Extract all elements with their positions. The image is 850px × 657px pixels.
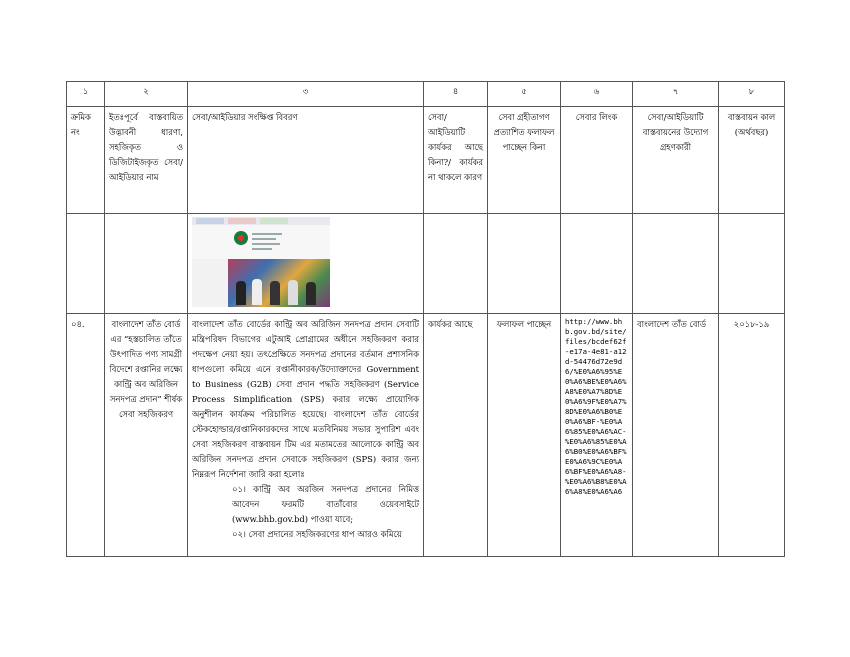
column-number: ৩ [188, 82, 424, 107]
header-result: সেবা গ্রহীতাগণ প্রত্যাশিত ফলাফল পাচ্ছেন কিনা [488, 107, 561, 214]
row-result: ফলাফল পাচ্ছেন [488, 314, 561, 557]
column-number: ২ [105, 82, 188, 107]
header-period-sub: (অর্থবছর) [734, 127, 769, 137]
column-number: ১ [67, 82, 105, 107]
row-description [188, 314, 424, 557]
row-implementer: বাংলাদেশ তাঁত বোর্ড [633, 314, 719, 557]
row-status: কার্যকর আছে [424, 314, 488, 557]
description-point-1: ০১। কান্ট্রি অব অরজিন সনদপত্র প্রদানের নিমিত্ত আবেদন ফরমটি বাতাঁবোর ওয়েবসাইটে (www.bhb.gov.bd) পাওয়া যাবে; [232, 484, 419, 524]
screenshot-cell [188, 214, 424, 314]
table-row [67, 314, 785, 557]
header-implementer: সেবা/আইডিয়াটি বাস্তবায়নের উদ্যোগ গ্রহণকারী [633, 107, 719, 214]
service-link[interactable]: http://www.bhb.gov.bd/site/files/bcdef62f-e17a-4e81-a12d-54476d72e9d6/%E0%A6%95%E0%A6%BE%E0%A6%A8%E0%A7%8D%E0%A6%9F%E0%A7%8D%E0%A6%B0%E0%A6%BF-%E0%A6%85%E0%A6%AC-%E0%A6%85%E0%A6%B0%E0%A6%BF%E0%A6%9C%E0%A6%BF%E0%A6%A8-%E0%A6%B8%E0%A6%A8%E0%A6%A6 [565, 317, 627, 496]
row-period: ২০১৮-১৯ [719, 314, 785, 557]
image-row [67, 214, 785, 314]
innovation-table [66, 81, 785, 557]
row-service-name: বাংলাদেশ তাঁত বোর্ড এর “হস্তচালিত তাঁতে উৎপাদিত পণ্য সামগ্রী বিদেশে রপ্তানির লক্ষ্যে কান্ট্রি অব অরিজিন সনদপত্র প্রদান” শীর্ষক সেবা সহজিকরণ [105, 314, 188, 557]
row-serial: ০৪. [67, 314, 105, 557]
column-number: ৭ [633, 82, 719, 107]
column-number: ৬ [561, 82, 633, 107]
column-number: ৪ [424, 82, 488, 107]
header-name: ইতঃপূর্বে বাস্তবায়িত উদ্ভাবনী ধারণা, সহজিকৃত ও ডিজিটাইজকৃত সেবা/আইডিয়ার নাম [105, 107, 188, 214]
header-serial: ক্রমিক নং [67, 107, 105, 214]
description-text: বাংলাদেশ তাঁত বোর্ডের কান্ট্রি অব অরিজিন সনদপত্র প্রদান সেবাটি মন্ত্রিপরিষদ বিভাগের এটুআই প্রোগ্রামের অধীনে সহজিকরণ করার পদক্ষেপ নেয়া হয়। তৎপ্রেক্ষিতে সনদপত্র প্রদানের বর্তমান প্রশাসনিক ধাপগুলো কমিয়ে এনে রপ্তানীকারক/উদ্যোক্তাদের Government to Business (G2B) সেবা প্রদান পদ্ধতি সহজিকরণ (Service Process Simplification (SPS) করার লক্ষ্যে প্রায়োগিক অনুশীলন কার্যক্রম পরিচালিত হয়েছে। বাংলাদেশ তাঁত বোর্ডের স্টেকহোল্ডার/রপ্তানিকারকদের সাথে মতবিনিময় সভার সুপারিশ এবং সেবা সহজিকরণ বাস্তবায়ন টিম এর মতামতের আলোকে কান্ট্রি অব অরিজিন সনদপত্র প্রদান সেবাকে সহজিকরণ (SPS) করার জন্য নিম্নরূপ নির্দেশনা জারি করা হলোঃ [192, 319, 419, 479]
header-period [719, 107, 785, 214]
column-number-row [67, 82, 785, 107]
website-screenshot-image [192, 217, 330, 307]
row-link-cell [561, 314, 633, 557]
header-row [67, 107, 785, 214]
header-description: সেবা/আইডিয়ার সংক্ষিপ্ত বিবরণ [188, 107, 424, 214]
header-status: সেবা/আইডিয়াটি কার্যকর আছে কিনা?/ কার্যকর না থাকলে কারণ [424, 107, 488, 214]
header-period-label: বাস্তবায়ন কাল [727, 112, 776, 122]
header-link: সেবার লিংক [561, 107, 633, 214]
column-number: ৮ [719, 82, 785, 107]
description-point-2: ০২। সেবা প্রদানের সহজিকরণের ধাপ আরও কমিয়ে [232, 529, 402, 539]
column-number: ৫ [488, 82, 561, 107]
